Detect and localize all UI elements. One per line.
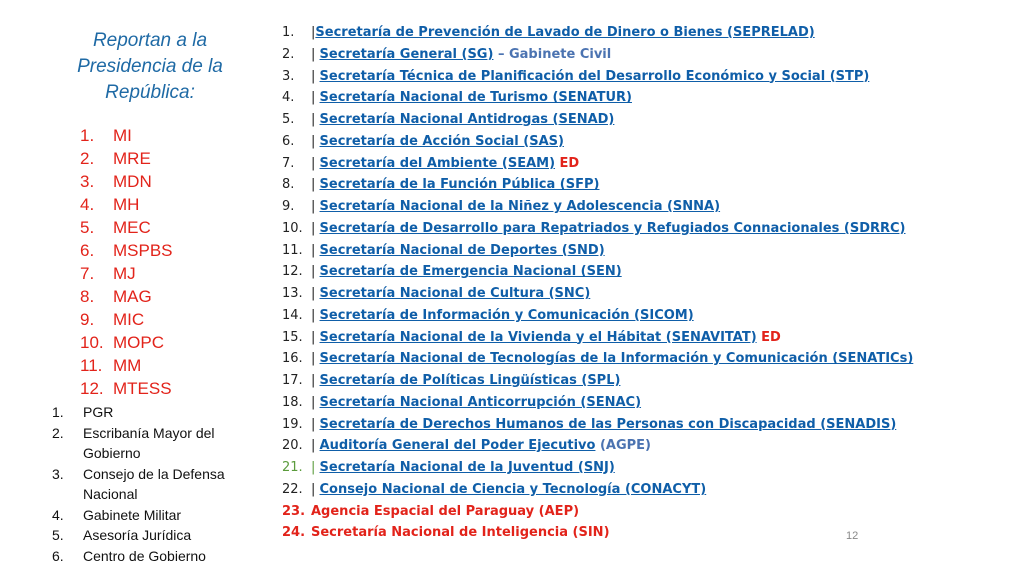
- separator-pipe: |: [311, 264, 320, 280]
- ministry-item: [80, 262, 173, 285]
- secretariat-link[interactable]: Auditoría General del Poder Ejecutivo: [319, 438, 596, 454]
- separator-pipe: |: [311, 481, 320, 497]
- ministry-label: MEC: [113, 218, 151, 237]
- dependencies-list: [52, 402, 257, 566]
- separator-pipe: |: [311, 351, 320, 367]
- list-number: 5.: [282, 112, 295, 127]
- secretariat-suffix: (AGPE): [595, 438, 652, 454]
- secretariat-item: [282, 370, 942, 392]
- list-number: 12.: [80, 379, 104, 398]
- secretariat-item: [282, 196, 942, 218]
- secretariat-link[interactable]: Secretaría Nacional de la Niñez y Adolescencia (SNNA): [319, 199, 721, 214]
- secretariat-link[interactable]: Secretaría de Desarrollo para Repatriados y Refugiados Connacionales (SDRRC): [319, 220, 906, 236]
- secretariat-link[interactable]: Secretaría del Ambiente (SEAM): [319, 155, 556, 171]
- secretariat-item: [282, 501, 942, 523]
- secretariat-item: [282, 348, 942, 370]
- separator-pipe: |: [311, 155, 320, 171]
- secretariat-link[interactable]: Secretaría de Prevención de Lavado de Dinero o Bienes (SEPRELAD): [315, 25, 815, 40]
- dependency-item: [52, 402, 257, 423]
- list-number: 1.: [282, 25, 295, 40]
- dependency-item: [52, 423, 257, 464]
- separator-pipe: |: [311, 199, 320, 214]
- secretariat-link[interactable]: Secretaría de Información y Comunicación (SICOM): [319, 307, 694, 323]
- secretariat-link[interactable]: Secretaría de la Función Pública (SFP): [319, 177, 600, 193]
- ministry-label: MI: [113, 126, 132, 145]
- ministry-item: [80, 377, 173, 400]
- list-number: 5.: [80, 218, 95, 237]
- ministry-label: MTESS: [113, 379, 172, 398]
- separator-pipe: |: [311, 25, 316, 40]
- secretariat-link[interactable]: Secretaría Nacional Anticorrupción (SENAC): [319, 394, 642, 410]
- secretariat-item: [282, 87, 942, 109]
- dependency-label: Asesoría Jurídica: [83, 527, 192, 543]
- dependency-label: Escribanía Mayor del Gobierno: [83, 424, 215, 461]
- list-number: 8.: [80, 287, 95, 306]
- secretariat-item: [282, 327, 942, 349]
- secretariat-item: [282, 66, 942, 88]
- list-number: 23.: [282, 503, 306, 519]
- separator-pipe: |: [311, 177, 320, 193]
- separator-pipe: |: [311, 112, 320, 127]
- list-number: 11.: [282, 242, 303, 258]
- list-number: 6.: [80, 241, 95, 260]
- secretariats-list: [282, 22, 942, 544]
- secretariat-item: [282, 522, 942, 544]
- ministry-item: [80, 354, 173, 377]
- page-number: 12: [846, 530, 859, 542]
- secretariat-link[interactable]: Secretaría Nacional de Tecnologías de la Información y Comunicación (SENATICs): [319, 351, 914, 367]
- ministry-label: MOPC: [113, 333, 164, 352]
- separator-pipe: |: [311, 438, 320, 454]
- secretariat-link[interactable]: Secretaría de Emergencia Nacional (SEN): [319, 264, 622, 280]
- secretariat-suffix: Agencia Espacial del Paraguay (AEP): [311, 503, 580, 519]
- secretariat-item: [282, 414, 942, 436]
- list-number: 4.: [52, 506, 64, 523]
- separator-pipe: |: [311, 394, 320, 410]
- separator-pipe: |: [311, 460, 320, 475]
- ministry-label: MIC: [113, 310, 145, 329]
- separator-pipe: |: [311, 90, 320, 106]
- list-number: 10.: [80, 333, 104, 352]
- secretariat-link[interactable]: Secretaría Nacional de Cultura (SNC): [319, 286, 591, 301]
- list-number: 9.: [80, 310, 95, 329]
- list-number: 1.: [80, 126, 95, 145]
- list-number: 7.: [282, 155, 295, 171]
- secretariat-item: [282, 261, 942, 283]
- secretariat-item: [282, 109, 942, 131]
- secretariat-item: [282, 218, 942, 240]
- secretariat-item: [282, 22, 942, 44]
- secretariat-suffix: ED: [756, 329, 781, 345]
- secretariat-item: [282, 435, 942, 457]
- ministry-item: [80, 308, 173, 331]
- separator-pipe: |: [311, 329, 320, 345]
- secretariat-item: [282, 457, 942, 479]
- list-number: 10.: [282, 220, 303, 236]
- secretariat-suffix: ED: [555, 155, 580, 171]
- ministry-item: [80, 216, 173, 239]
- ministry-label: MRE: [113, 149, 151, 168]
- separator-pipe: |: [311, 242, 320, 258]
- separator-pipe: |: [311, 46, 320, 62]
- ministry-label: MDN: [113, 172, 152, 191]
- dependency-item: [52, 525, 257, 546]
- separator-pipe: |: [311, 220, 320, 236]
- list-number: 6.: [52, 547, 64, 564]
- list-number: 6.: [282, 133, 295, 149]
- separator-pipe: |: [311, 68, 320, 84]
- ministry-item: [80, 147, 173, 170]
- secretariat-link[interactable]: Secretaría Nacional Antidrogas (SENAD): [319, 112, 615, 127]
- separator-pipe: |: [311, 373, 320, 388]
- list-number: 21.: [282, 460, 303, 475]
- list-number: 2.: [282, 46, 295, 62]
- list-number: 18.: [282, 394, 303, 410]
- secretariat-link[interactable]: Secretaría de Políticas Lingüísticas (SPL): [319, 373, 621, 388]
- ministry-label: MSPBS: [113, 241, 173, 260]
- secretariat-item: [282, 44, 942, 66]
- secretariat-item: [282, 174, 942, 196]
- secretariat-item: [282, 153, 942, 175]
- ministry-label: MJ: [113, 264, 136, 283]
- separator-pipe: |: [311, 286, 320, 301]
- list-number: 5.: [52, 527, 64, 543]
- dependency-item: [52, 464, 257, 505]
- dependency-item: [52, 505, 257, 526]
- list-number: 16.: [282, 351, 303, 367]
- secretariat-item: [282, 392, 942, 414]
- ministry-label: MH: [113, 195, 140, 214]
- slide-title: Reportan a la Presidencia de la República:: [77, 30, 223, 103]
- list-number: 20.: [282, 438, 303, 454]
- list-number: 7.: [80, 264, 95, 283]
- list-number: 4.: [282, 90, 295, 106]
- separator-pipe: |: [311, 307, 320, 323]
- list-number: 2.: [52, 424, 64, 441]
- secretariat-link[interactable]: Consejo Nacional de Ciencia y Tecnología (CONACYT): [319, 481, 707, 497]
- ministry-item: [80, 170, 173, 193]
- separator-pipe: |: [311, 133, 320, 149]
- secretariat-link[interactable]: Secretaría Nacional de la Vivienda y el Hábitat (SENAVITAT): [319, 329, 757, 345]
- list-number: 1.: [52, 404, 64, 420]
- dependency-label: Centro de Gobierno: [83, 547, 206, 564]
- list-number: 22.: [282, 481, 303, 497]
- list-number: 3.: [52, 465, 64, 482]
- list-number: 8.: [282, 177, 295, 193]
- secretariat-link[interactable]: Secretaría Técnica de Planificación del Desarrollo Económico y Social (STP): [319, 68, 870, 84]
- list-number: 2.: [80, 149, 95, 168]
- dependency-label: Gabinete Militar: [83, 506, 182, 523]
- dependency-item: [52, 546, 257, 567]
- ministry-item: [80, 124, 173, 147]
- dependency-label: Consejo de la Defensa Nacional: [83, 465, 225, 502]
- list-number: 24.: [282, 525, 306, 541]
- list-number: 15.: [282, 329, 303, 345]
- list-number: 14.: [282, 307, 303, 323]
- secretariat-item: [282, 131, 942, 153]
- secretariat-link[interactable]: Secretaría Nacional de Turismo (SENATUR): [319, 90, 632, 106]
- secretariat-suffix: – Gabinete Civil: [493, 46, 612, 62]
- secretariat-item: [282, 283, 942, 305]
- ministries-list: [80, 124, 173, 400]
- ministry-item: [80, 193, 173, 216]
- secretariat-link[interactable]: Secretaría General (SG): [319, 46, 494, 62]
- list-number: 17.: [282, 373, 303, 388]
- list-number: 9.: [282, 199, 295, 214]
- secretariat-link[interactable]: Secretaría Nacional de Deportes (SND): [319, 242, 605, 258]
- secretariat-item: [282, 305, 942, 327]
- secretariat-suffix: Secretaría Nacional de Inteligencia (SIN): [311, 525, 610, 541]
- dependency-label: PGR: [83, 404, 114, 420]
- list-number: 19.: [282, 416, 303, 432]
- secretariat-link[interactable]: Secretaría Nacional de la Juventud (SNJ): [319, 460, 615, 475]
- list-number: 12.: [282, 264, 303, 280]
- secretariat-item: [282, 240, 942, 262]
- list-number: 13.: [282, 286, 303, 301]
- ministry-label: MAG: [113, 287, 152, 306]
- ministry-item: [80, 285, 173, 308]
- list-number: 3.: [80, 172, 95, 191]
- secretariat-link[interactable]: Secretaría de Acción Social (SAS): [319, 133, 564, 149]
- ministry-item: [80, 331, 173, 354]
- secretariat-item: [282, 479, 942, 501]
- ministry-item: [80, 239, 173, 262]
- separator-pipe: |: [311, 416, 320, 432]
- list-number: 11.: [80, 356, 103, 375]
- secretariat-link[interactable]: Secretaría de Derechos Humanos de las Personas con Discapacidad (SENADIS): [319, 416, 897, 432]
- list-number: 4.: [80, 195, 95, 214]
- list-number: 3.: [282, 68, 295, 84]
- ministry-label: MM: [113, 356, 142, 375]
